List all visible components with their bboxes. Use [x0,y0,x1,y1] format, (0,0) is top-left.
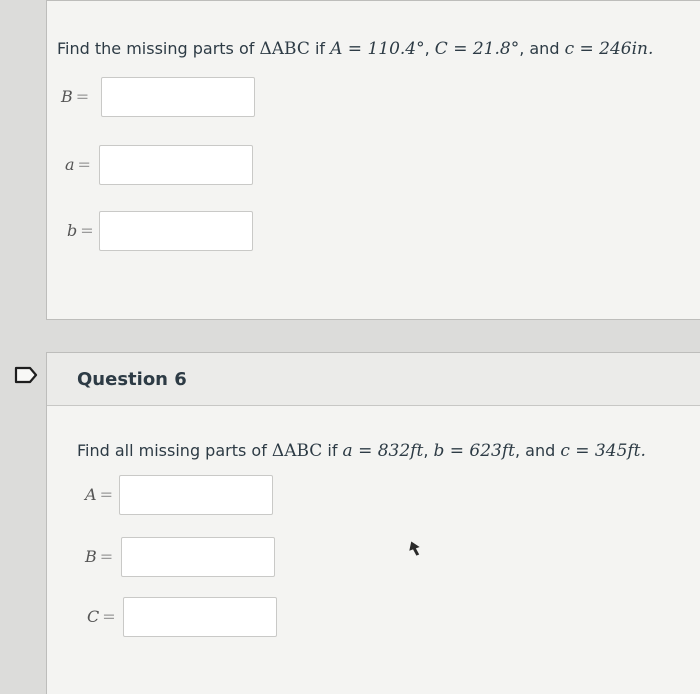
prompt-triangle: ΔABC [271,441,323,461]
question-5-card [46,0,700,320]
prompt-text: Find the missing parts of [57,39,260,58]
answer-row-a [61,145,301,187]
question-6-card [46,352,700,694]
prompt-text: Find all missing parts of [77,441,272,460]
prompt-condition-1: a = 832ft [342,441,424,461]
answer-label-C: C = [87,607,116,626]
prompt-condition-3: c = 246in. [564,39,654,59]
answer-label-a: a = [65,155,91,174]
answer-input-a[interactable] [99,145,253,185]
answer-label-B: B = [61,87,90,106]
prompt-condition-2: b = 623ft [433,441,515,461]
prompt-condition-3: c = 345ft. [560,441,646,461]
question-6-title: Question 6 [77,369,187,390]
prompt-and: , and [515,441,561,460]
answer-row-B [61,77,301,119]
answer-row-b [61,211,301,253]
prompt-separator: , [424,39,435,58]
answer-input-B[interactable] [101,77,255,117]
prompt-and: , and [519,39,565,58]
prompt-if: if [309,39,331,58]
flag-icon[interactable] [14,366,38,384]
answer-row-A [85,475,325,517]
answer-label-A: A = [85,485,113,504]
prompt-condition-1: A = 110.4° [330,39,425,59]
answer-input-A[interactable] [119,475,273,515]
prompt-separator: , [423,441,434,460]
answer-row-C [87,597,327,639]
answer-input-C[interactable] [123,597,277,637]
prompt-condition-2: C = 21.8° [434,39,520,59]
mouse-cursor-icon [405,540,421,558]
answer-input-b[interactable] [99,211,253,251]
answer-row-B [85,537,325,579]
question-6-prompt [77,441,646,461]
prompt-triangle: ΔABC [259,39,310,59]
answer-input-B[interactable] [121,537,275,577]
prompt-if: if [322,441,343,460]
answer-label-b: b = [67,221,94,240]
question-6-header [47,353,700,406]
question-5-prompt [57,39,653,59]
answer-label-B: B = [85,547,114,566]
